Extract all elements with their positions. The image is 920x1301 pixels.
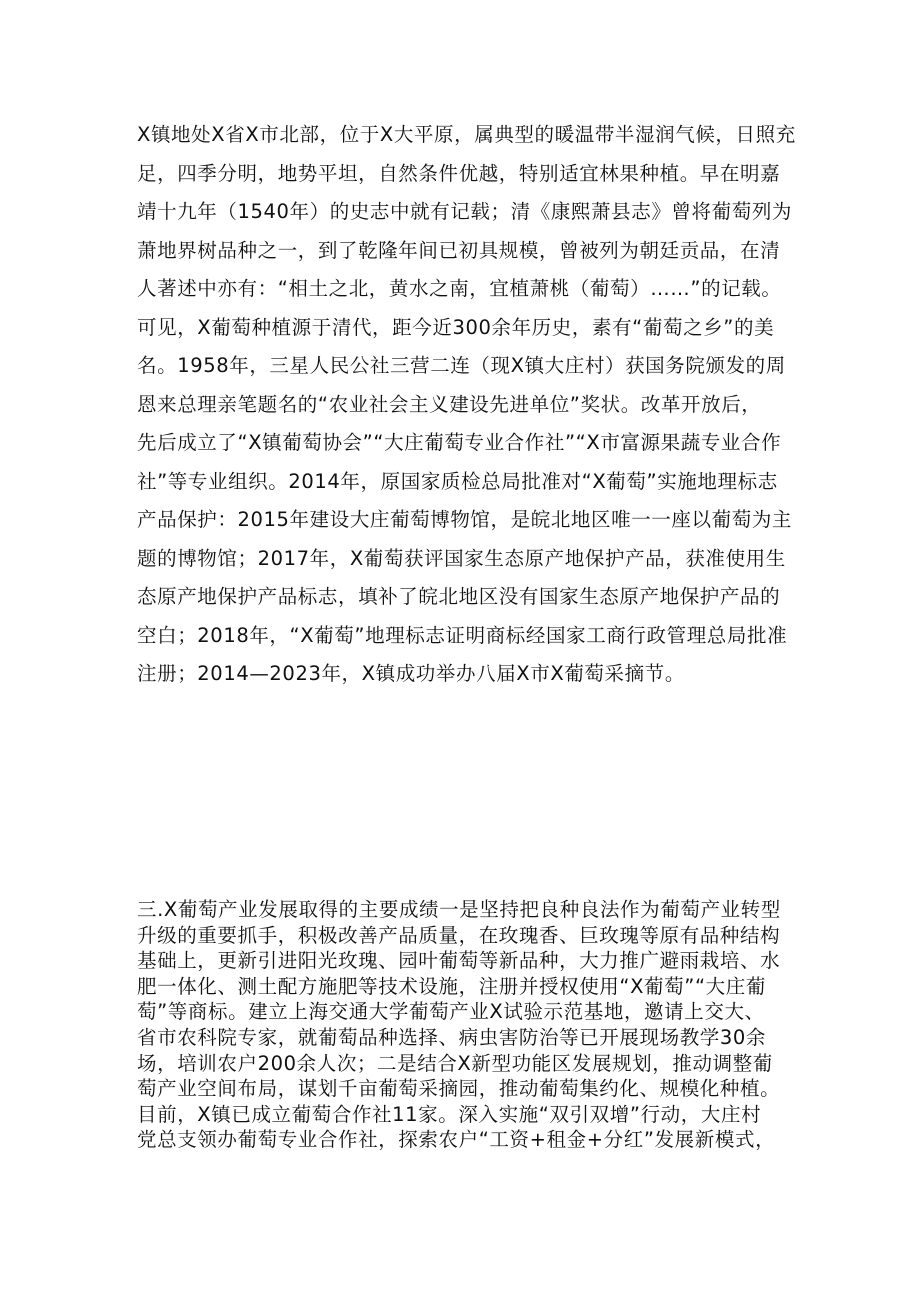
text-line: 省市农科院专家，就葡萄品种选择、病虫害防治等已开展现场教学30余 [137, 1025, 767, 1049]
text-line: 目前，X镇已成立葡萄合作社11家。深入实施“双引双增”行动，大庄村 [137, 1102, 762, 1126]
text-line: 党总支领办葡萄专业合作社，探索农户“工资+租金+分红”发展新模式， [137, 1128, 776, 1152]
text-line: 态原产地保护产品标志，填补了皖北地区没有国家生态原产地保护产品的 [137, 585, 781, 608]
text-line: 肥一体化、测土配方施肥等技术设施，注册并授权使用“X葡萄”“大庄葡 [137, 974, 766, 998]
text-line: 基础上，更新引进阳光玫瑰、园叶葡萄等新品种，大力推广避雨栽培、水 [137, 949, 781, 973]
achievements-paragraph [137, 897, 797, 1153]
text-line: 空白；2018年，“X葡萄”地理标志证明商标经国家工商行政管理总局批准 [137, 623, 788, 647]
text-line: 靖十九年（1540年）的史志中就有记载；清《康熙萧县志》曾将葡萄列为 [137, 200, 793, 223]
text-line: 产品保护：2015年建设大庄葡萄博物馆，是皖北地区唯一一座以葡萄为主 [137, 508, 793, 531]
text-line: X镇地处X省X市北部，位于X大平原，属典型的暖温带半湿润气候，日照充 [137, 123, 796, 146]
text-line: 名。1958年，三星人民公社三营二连（现X镇大庄村）获国务院颁发的周 [137, 354, 786, 377]
text-line: 足，四季分明，地势平坦，自然条件优越，特别适宜林果种植。早在明嘉 [137, 161, 781, 185]
text-line: 升级的重要抓手，积极改善产品质量，在玫瑰香、巨玫瑰等原有品种结构 [137, 923, 781, 947]
text-line: 场，培训农户200余人次；二是结合X新型功能区发展规划，推动调整葡 [137, 1051, 773, 1075]
text-line: 三.X葡萄产业发展取得的主要成绩一是坚持把良种良法作为葡萄产业转型 [137, 898, 781, 921]
text-line: 萧地界树品种之一，到了乾隆年间已初具规模，曾被列为朝廷贡品，在清 [137, 238, 781, 262]
text-line: 题的博物馆；2017年，X葡萄获评国家生态原产地保护产品，获准使用生 [137, 546, 786, 570]
text-line: 可见，X葡萄种植源于清代，距今近300余年历史，素有“葡萄之乡”的美 [137, 315, 775, 339]
text-line: 先后成立了“X镇葡萄协会”“大庄葡萄专业合作社”“X市富源果蔬专业合作 [137, 431, 782, 454]
text-line: 社”等专业组织。2014年，原国家质检总局批准对“X葡萄”实施地理标志 [137, 469, 778, 493]
text-line: 萄”等商标。建立上海交通大学葡萄产业X试验示范基地，邀请上交大、 [137, 1000, 765, 1024]
text-line: 人著述中亦有：“相土之北，黄水之南，宜植萧桃（葡萄）……”的记载。 [137, 277, 782, 300]
text-line: 萄产业空间布局，谋划千亩葡萄采摘园，推动葡萄集约化、规模化种植。 [137, 1077, 781, 1101]
history-paragraph [137, 116, 797, 694]
text-line: 恩来总理亲笔题名的“农业社会主义建设先进单位”奖状。改革开放后， [137, 392, 762, 416]
text-line: 注册；2014—2023年，X镇成功举办八届X市X葡萄采摘节。 [137, 662, 685, 685]
